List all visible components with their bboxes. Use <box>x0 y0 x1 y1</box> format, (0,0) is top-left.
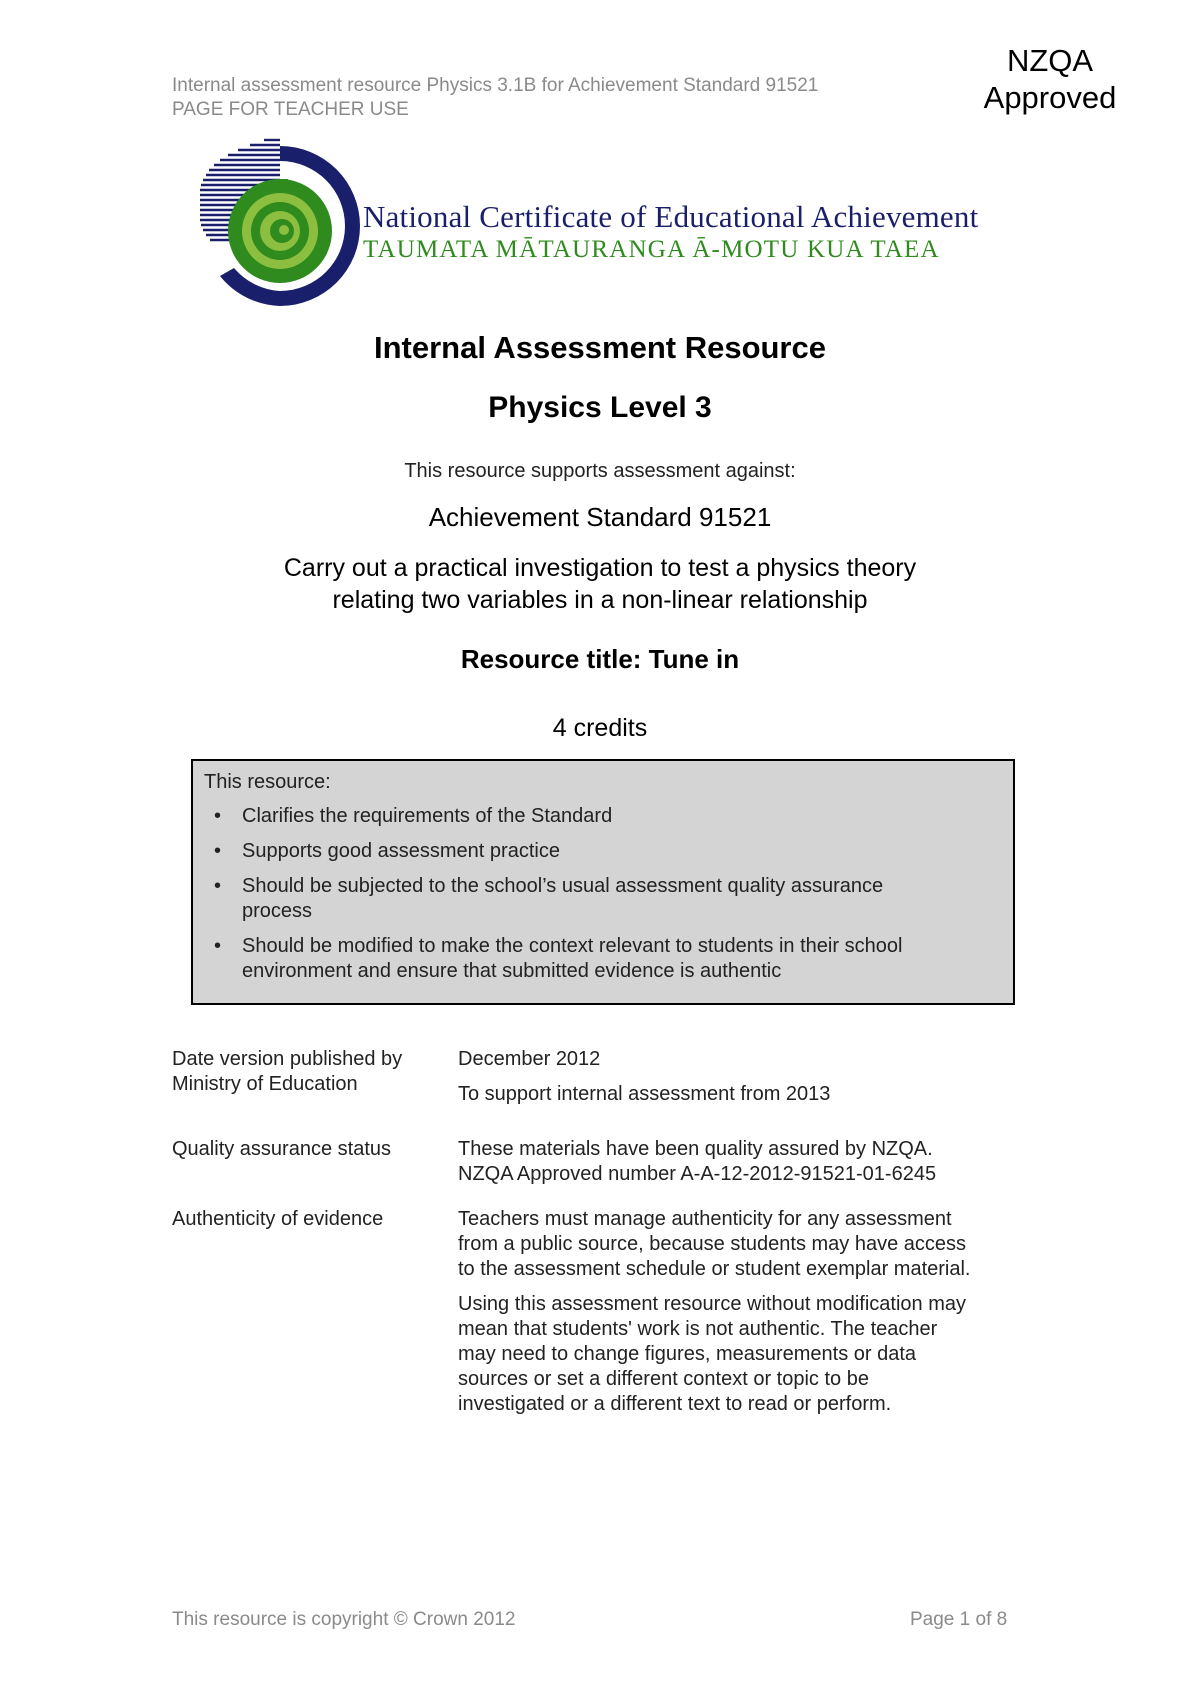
header-line-1: Internal assessment resource Physics 3.1B for Achievement Standard 91521 <box>172 75 819 96</box>
header-line-2: PAGE FOR TEACHER USE <box>172 99 409 120</box>
box-intro: This resource: <box>204 771 331 793</box>
auth-p2-line-5: investigated or a different text to read or perform. <box>458 1393 892 1415</box>
bullet-icon: • <box>214 935 222 957</box>
meta-row-date <box>172 1047 1032 1117</box>
nzqa-approved-label <box>980 42 1120 116</box>
date-label-line-2: Ministry of Education <box>172 1073 358 1095</box>
standard-description <box>150 552 1050 616</box>
date-value-published: December 2012 <box>458 1048 601 1070</box>
authenticity-label: Authenticity of evidence <box>172 1208 384 1230</box>
list-item-text: Clarifies the requirements of the Standard <box>242 805 613 827</box>
list-item-text: Supports good assessment practice <box>242 840 560 862</box>
bullet-icon: • <box>214 840 222 862</box>
date-value <box>458 1047 1032 1117</box>
resource-title: Resource title: Tune in <box>460 644 740 674</box>
auth-p1-line-3: to the assessment schedule or student exemplar material. <box>458 1258 971 1280</box>
running-header <box>172 74 818 122</box>
supports-text: This resource supports assessment against: <box>404 460 796 482</box>
subject-level: Physics Level 3 <box>488 391 712 424</box>
list-item <box>204 874 1002 924</box>
bullet-icon: • <box>214 875 222 897</box>
list-item <box>204 804 1002 829</box>
authenticity-paragraph-1 <box>458 1207 1032 1282</box>
ncea-koru-logo-icon <box>200 136 360 311</box>
authenticity-value <box>458 1207 1032 1427</box>
quality-value <box>458 1137 1032 1187</box>
auth-p1-line-1: Teachers must manage authenticity for any assessment <box>458 1208 952 1230</box>
list-item-text-continued: environment and ensure that submitted evidence is authentic <box>242 960 782 982</box>
achievement-standard: Achievement Standard 91521 <box>428 502 772 532</box>
bullet-icon: • <box>214 805 222 827</box>
approved-line-2: Approved <box>983 80 1117 115</box>
authenticity-paragraph-2 <box>458 1292 1032 1417</box>
list-item-text-continued: process <box>242 900 313 922</box>
date-label-line-1: Date version published by <box>172 1048 403 1070</box>
list-item-text: Should be modified to make the context relevant to students in their school <box>242 935 903 957</box>
list-item <box>204 934 1002 984</box>
approved-line-1: NZQA <box>1006 43 1094 78</box>
meta-row-quality <box>172 1137 1032 1187</box>
list-item <box>204 839 1002 864</box>
description-line-2: relating two variables in a non-linear relationship <box>332 586 868 614</box>
date-value-support: To support internal assessment from 2013 <box>458 1083 831 1105</box>
description-line-1: Carry out a practical investigation to test a physics theory <box>283 554 917 582</box>
list-item-text: Should be subjected to the school’s usual assessment quality assurance <box>242 875 884 897</box>
credits: 4 credits <box>552 714 648 742</box>
copyright-footer: This resource is copyright © Crown 2012 <box>172 1609 516 1630</box>
auth-p2-line-1: Using this assessment resource without modification may <box>458 1293 966 1315</box>
page-title: Internal Assessment Resource <box>374 330 826 365</box>
quality-label: Quality assurance status <box>172 1138 391 1160</box>
auth-p2-line-2: mean that students' work is not authentic. The teacher <box>458 1318 938 1340</box>
quality-value-line-1: These materials have been quality assured by NZQA. <box>458 1138 933 1160</box>
quality-value-line-2: NZQA Approved number A-A-12-2012-91521-01-6245 <box>458 1163 937 1185</box>
auth-p2-line-3: may need to change figures, measurements or data <box>458 1343 917 1365</box>
auth-p2-line-4: sources or set a different context or topic to be <box>458 1368 869 1390</box>
ncea-name-maori: TAUMATA MĀTAURANGA Ā-MOTU KUA TAEA <box>363 236 940 263</box>
meta-row-authenticity <box>172 1207 1032 1427</box>
ncea-name-english: National Certificate of Educational Achievement <box>363 199 979 234</box>
page-number: Page 1 of 8 <box>910 1609 1008 1630</box>
resource-metadata <box>172 1047 1032 1447</box>
auth-p1-line-2: from a public source, because students may have access <box>458 1233 967 1255</box>
box-list <box>204 804 1002 984</box>
date-label <box>172 1047 458 1117</box>
resource-info-box <box>191 759 1015 1005</box>
